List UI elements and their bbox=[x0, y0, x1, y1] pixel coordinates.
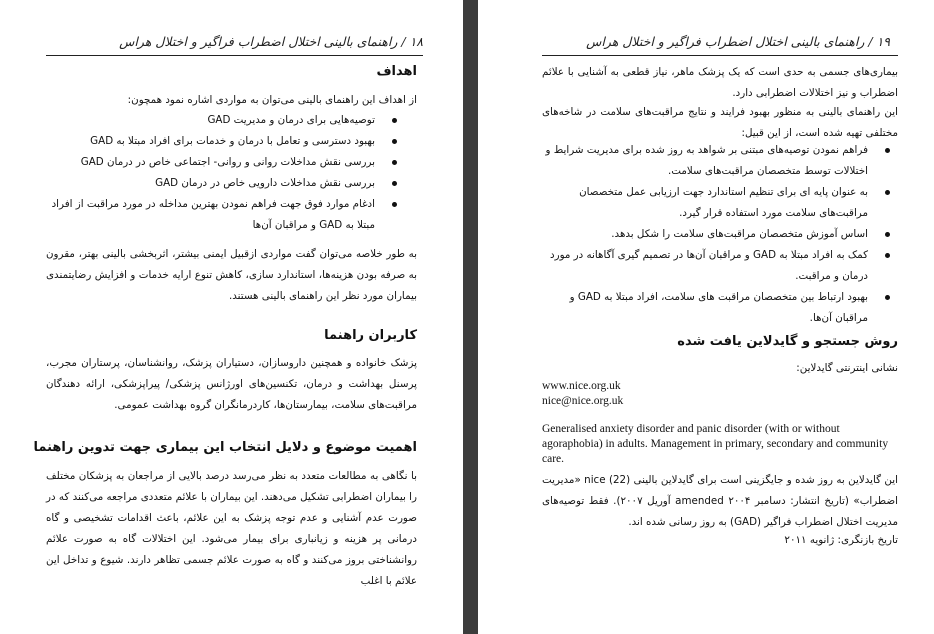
bullet-dot bbox=[885, 232, 890, 237]
objective-item-text: توصیه‌هایی برای درمان و مدیریت GAD bbox=[207, 114, 375, 126]
objectives-list bbox=[46, 110, 405, 236]
objectives-intro: از اهداف این راهنمای بالینی می‌توان به مواردی اشاره نمود همچون: bbox=[127, 94, 417, 106]
goals-list bbox=[542, 140, 898, 329]
bullet-dot bbox=[392, 181, 397, 186]
left-page-header: ۱۸ / راهنمای بالینی اختلال اضطراب فراگیر و اختلال هراس bbox=[119, 34, 423, 49]
objective-item-text: ادغام موارد فوق جهت فراهم نمودن بهترین مداخله در مورد مراقبت از افراد مبتلا به GAD و مراقبان آن‌ها bbox=[51, 198, 375, 231]
objective-item-text: بررسی نقش مداخلات دارویی خاص در درمان GAD bbox=[155, 177, 375, 189]
guideline-email[interactable]: nice@nice.org.uk bbox=[542, 395, 624, 407]
update-paragraph: این گایدلاین به روز شده و جایگزینی است برای گایدلاین بالینی (22) nice «مدیریت اضطراب» (تاریخ انتشار: دسامبر ۲۰۰۴ amended آوریل ۲۰۰۷). فقط توصیه‌های مدیریت اختلال اضطراب فراگیر (GAD) به روز رسانی شده اند. bbox=[542, 474, 899, 528]
objective-item-text: بهبود دسترسی و تعامل با درمان و خدمات برای افراد مبتلا به GAD bbox=[90, 135, 375, 147]
bullet-dot bbox=[392, 160, 397, 165]
review-date: تاریخ بازنگری: ژانویه ۲۰۱۱ bbox=[784, 534, 898, 546]
users-paragraph: پزشک خانواده و همچنین داروسازان، دستیاران پزشک، روانشناسان، پرستاران مجرب، پرسنل بهداشت و درمان، تکنسین‌های اورژانس پزشکی/ پیراپزشکی، ارائه دهندگان مراقبت‌های سلامت، بیمارستان‌ها، کاردرمانگران گروه بهداشت عمومی. bbox=[46, 357, 417, 411]
objective-item bbox=[46, 173, 405, 194]
goal-paragraph: این راهنمای بالینی به منظور بهبود فرایند و نتایج مراقبت‌های سلامت در شاخه‌های مختلفی تهیه شده است، از این قبیل: bbox=[542, 106, 898, 139]
summary-paragraph: به طور خلاصه می‌توان گفت مواردی ازقبیل ایمنی بیشتر، اثربخشی بالینی بهتر، مقرون به صرفه بودن هزینه‌ها، استاندارد سازی، کاهش تنوع ارایه خدمات و افزایش رضایتمندی بیماران مورد نظر این راهنمای بالینی هستند. bbox=[46, 248, 417, 302]
goal-item bbox=[542, 287, 898, 329]
search-heading: روش جستجو و گایدلاین یافت شده bbox=[677, 334, 898, 349]
objective-item bbox=[46, 194, 405, 236]
bullet-dot bbox=[392, 118, 397, 123]
page-gutter bbox=[463, 0, 478, 634]
bullet-dot bbox=[885, 253, 890, 258]
goal-item bbox=[542, 182, 898, 224]
objective-item bbox=[46, 152, 405, 173]
importance-heading: اهمیت موضوع و دلایل انتخاب این بیماری جهت تدوین راهنما bbox=[33, 440, 417, 455]
goal-item-text: اساس آموزش متخصصان مراقبت‌های سلامت را شکل بدهد. bbox=[611, 228, 868, 240]
objective-item bbox=[46, 131, 405, 152]
goal-item-text: کمک به افراد مبتلا به GAD و مراقبان آن‌ها در تصمیم گیری آگاهانه در مورد درمان و مراقبت. bbox=[550, 249, 868, 282]
address-label: نشانی اینترنتی گایدلاین: bbox=[796, 362, 898, 374]
goal-item bbox=[542, 140, 898, 182]
goal-item bbox=[542, 224, 898, 245]
bullet-dot bbox=[392, 139, 397, 144]
guideline-url[interactable]: www.nice.org.uk bbox=[542, 380, 621, 392]
objective-item-text: بررسی نقش مداخلات روانی و روانی- اجتماعی خاص در درمان GAD bbox=[80, 156, 375, 168]
english-guideline-title: Generalised anxiety disorder and panic disorder (with or without agoraphobia) in adults. Management in primary, secondary and community care. bbox=[542, 423, 889, 465]
goal-item-text: بهبود ارتباط بین متخصصان مراقبت های سلامت، افراد مبتلا به GAD و مراقبان آن‌ها. bbox=[569, 291, 868, 324]
users-heading: کاربران راهنما bbox=[324, 328, 417, 343]
importance-paragraph: با نگاهی به مطالعات متعدد به نظر می‌رسد درصد بالایی از مراجعان به پزشکان مختلف را بیماران اضطرابی تشکیل می‌دهند. این بیماران با علائم متعددی مراجعه می‌کنند که در صورت عدم آشنایی و عدم توجه پزشک به این علائم، باعث اقدامات تشخیصی و گاه درمانی پر هزینه و زیانباری برای بیمار می‌شود. این اختلالات گاه به صورت علائم روانشناختی بروز می‌کنند و گاه به صورت علائم جسمی تظاهر دارند. شیوع و تداخل این علائم با اغلب bbox=[46, 470, 417, 587]
objective-item bbox=[46, 110, 405, 131]
goal-item-text: فراهم نمودن توصیه‌های مبتنی بر شواهد به روز شده برای مدیریت شرایط و اختلالات توسط متخصصان مراقبت‌های سلامت. bbox=[545, 144, 868, 177]
bullet-dot bbox=[392, 202, 397, 207]
bullet-dot bbox=[885, 190, 890, 195]
right-header-rule bbox=[542, 55, 898, 56]
left-page bbox=[0, 0, 463, 634]
objectives-heading: اهداف bbox=[376, 64, 417, 79]
right-page bbox=[478, 0, 934, 634]
goal-item bbox=[542, 245, 898, 287]
right-page-header: ۱۹ / راهنمای بالینی اختلال اضطراب فراگیر و اختلال هراس bbox=[586, 34, 890, 49]
goal-item-text: به عنوان پایه ای برای تنظیم استاندارد جهت ارزیابی عمل متخصصان مراقبت‌های سلامت مورد استفاده قرار گیرد. bbox=[579, 186, 868, 219]
left-header-rule bbox=[46, 55, 423, 56]
bullet-dot bbox=[885, 148, 890, 153]
bullet-dot bbox=[885, 295, 890, 300]
intro-paragraph: بیماری‌های جسمی به حدی است که یک پزشک ماهر، نیاز قطعی به آشنایی با علائم اضطراب و نیز اختلالات اضطرابی دارد. bbox=[542, 66, 898, 99]
